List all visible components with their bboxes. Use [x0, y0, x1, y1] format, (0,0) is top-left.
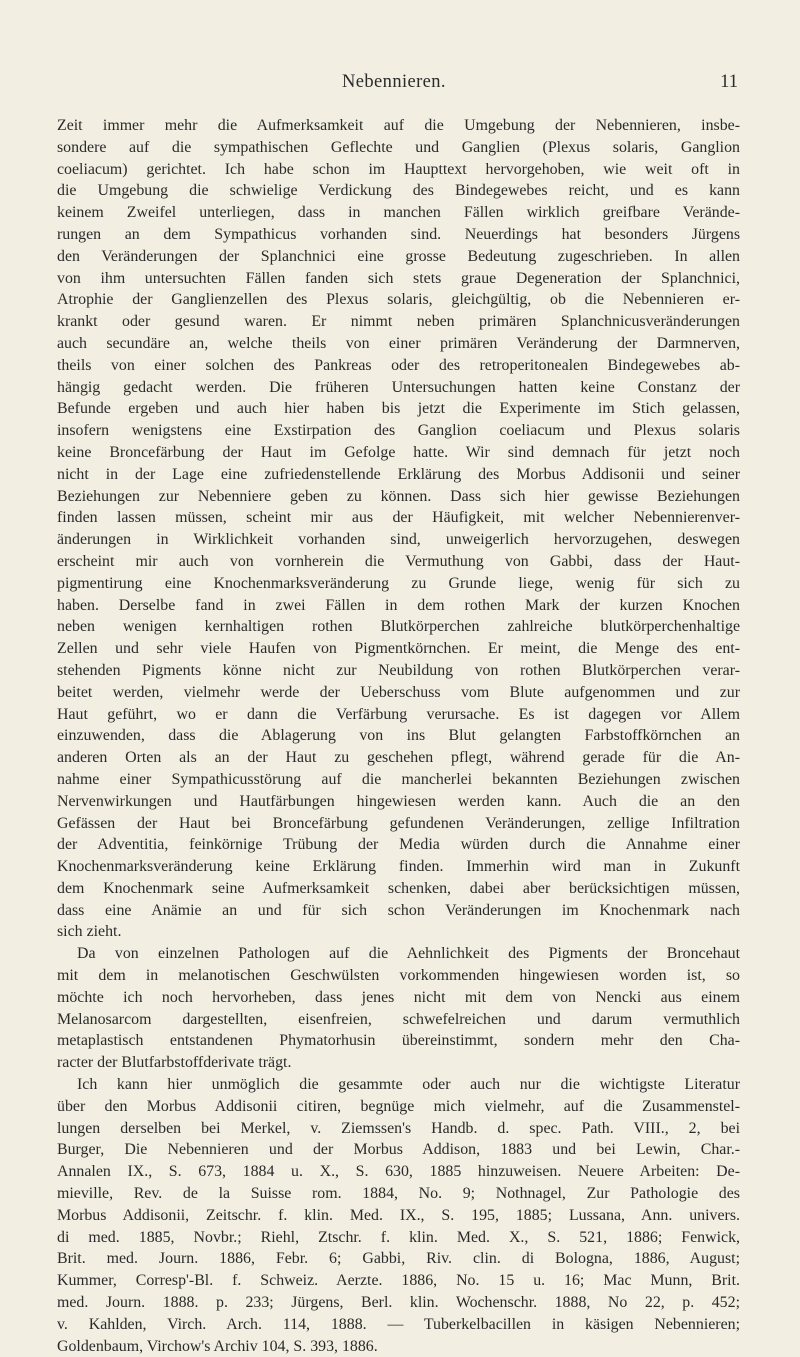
text-line: Atrophie der Ganglienzellen des Plexus solaris, gleichgültig, ob die Nebennieren er- [57, 291, 740, 309]
text-line: rungen an dem Sympathicus vorhanden sind. Neuerdings hat besonders Jürgens [57, 225, 740, 243]
text-line: sondere auf die sympathischen Geflechte und Ganglien (Plexus solaris, Ganglion [57, 138, 740, 156]
text-line: Morbus Addisonii, Zeitschr. f. klin. Med. IX., S. 195, 1885; Lussana, Ann. univers. [57, 1206, 740, 1224]
text-line: theils von einer solchen des Pankreas oder des retroperitonealen Bindegewebes ab- [57, 356, 740, 374]
text-line: Kummer, Corresp'-Bl. f. Schweiz. Aerzte. 1886, No. 15 u. 16; Mac Munn, Brit. [57, 1272, 740, 1290]
text-line: Burger, Die Nebennieren und der Morbus Addison, 1883 und bei Lewin, Char.- [57, 1141, 740, 1159]
text-line: dass eine Anämie an und für sich schon Veränderungen im Knochenmark nach [57, 901, 740, 919]
text-line: mit dem in melanotischen Geschwülsten vorkommenden hingewiesen worden ist, so [57, 967, 740, 985]
text-line: finden lassen müssen, scheint mir aus der Häufigkeit, mit welcher Nebennierenver- [57, 509, 740, 527]
text-line: neben wenigen kernhaltigen rothen Blutkörperchen zahlreiche blutkörperchenhaltige [57, 618, 740, 636]
text-line: von ihm untersuchten Fällen fanden sich stets graue Degeneration der Splanchnici, [57, 269, 740, 287]
text-line: Annalen IX., S. 673, 1884 u. X., S. 630, 1885 hinzuweisen. Neuere Arbeiten: De- [57, 1163, 740, 1181]
text-line: keine Broncefärbung der Haut im Gefolge hatte. Wir sind demnach für jetzt noch [57, 443, 740, 461]
text-line: erscheint mir auch von vornherein die Vermuthung von Gabbi, dass der Haut- [57, 552, 740, 570]
text-line: sich zieht. [57, 923, 122, 941]
text-line: v. Kahlden, Virch. Arch. 114, 1888. — Tuberkelbacillen in käsigen Nebennieren; [57, 1315, 740, 1333]
text-line: Zeit immer mehr die Aufmerksamkeit auf die Umgebung der Nebennieren, insbe- [57, 117, 740, 134]
text-line: pigmentirung eine Knochenmarksveränderung zu Grunde liege, wenig für sich zu [57, 574, 740, 592]
running-title: Nebennieren. [342, 72, 446, 92]
text-line: beitet werden, vielmehr werde der Ueberschuss vom Blute aufgenommen und zur [57, 683, 740, 701]
text-line: Befunde ergeben und auch hier haben bis jetzt die Experimente im Stich gelassen, [57, 400, 740, 418]
text-line: nicht in der Lage eine zufriedenstellende Erklärung des Morbus Addisonii und seiner [57, 465, 740, 483]
text-line: Goldenbaum, Virchow's Archiv 104, S. 393, 1886. [57, 1337, 378, 1355]
text-line: anderen Orten als an der Haut zu geschehen pflegt, während gerade für die An- [57, 749, 740, 767]
text-line: Zellen und sehr viele Haufen von Pigmentkörnchen. Er meint, die Menge des ent- [57, 640, 740, 658]
text-line: haben. Derselbe fand in zwei Fällen in dem rothen Mark der kurzen Knochen [57, 596, 740, 614]
text-line: krankt oder gesund waren. Er nimmt neben primären Splanchnicusveränderungen [57, 313, 740, 331]
text-line: metaplastisch entstandenen Phymatorhusin übereinstimmt, sondern mehr den Cha- [57, 1032, 740, 1050]
text-line: auch secundäre an, welche theils von einer primären Veränderung der Darmnerven, [57, 334, 740, 352]
text-line: hängig gedacht werden. Die früheren Untersuchungen hatten keine Constanz der [57, 378, 740, 396]
text-line: nahme einer Sympathicusstörung auf die mancherlei bekannten Beziehungen zwischen [57, 770, 740, 788]
text-line: Brit. med. Journ. 1886, Febr. 6; Gabbi, Riv. clin. di Bologna, 1886, August; [57, 1250, 740, 1268]
text-line: der Adventitia, feinkörnige Trübung der Media würden durch die Annahme einer [57, 836, 740, 854]
text-line: über den Morbus Addisonii citiren, begnüge mich vielmehr, auf die Zusammenstel- [57, 1097, 740, 1115]
text-line: die Umgebung die schwielige Verdickung des Bindegewebes reicht, und es kann [57, 182, 740, 200]
running-head [50, 70, 738, 94]
text-line: stehenden Pigments könne nicht zur Neubildung von rothen Blutkörperchen verar- [57, 661, 740, 679]
text-line: insofern wenigstens eine Exstirpation des Ganglion coeliacum und Plexus solaris [57, 422, 740, 440]
page-number: 11 [720, 72, 738, 92]
text-line: med. Journ. 1888. p. 233; Jürgens, Berl. klin. Wochenschr. 1888, No 22, p. 452; [57, 1294, 740, 1312]
text-line: di med. 1885, Novbr.; Riehl, Ztschr. f. klin. Med. X., S. 521, 1886; Fenwick, [57, 1228, 740, 1246]
text-line: Haut geführt, wo er dann die Verfärbung verursache. Es ist dagegen vor Allem [57, 705, 740, 723]
text-line: dem Knochenmark seine Aufmerksamkeit schenken, dabei aber berücksichtigen müssen, [57, 879, 740, 897]
text-line: Melanosarcom dargestellten, eisenfreien, schwefelreichen und darum vermuthlich [57, 1010, 740, 1028]
body-text [57, 115, 740, 1357]
text-line: keinem Zweifel unterliegen, dass in manchen Fällen wirklich greifbare Verände- [57, 204, 740, 222]
text-line: racter der Blutfarbstoffderivate trägt. [57, 1054, 292, 1072]
text-line: lungen derselben bei Merkel, v. Ziemssen's Handb. d. spec. Path. VIII., 2, bei [57, 1119, 740, 1137]
text-line: änderungen in Wirklichkeit vorhanden sind, unweigerlich hervorzugehen, deswegen [57, 531, 740, 549]
text-line: Beziehungen zur Nebenniere geben zu können. Dass sich hier gewisse Beziehungen [57, 487, 740, 505]
text-line: Nervenwirkungen und Hautfärbungen hingewiesen werden kann. Auch die an den [57, 792, 740, 810]
text-line: möchte ich noch hervorheben, dass jenes nicht mit dem von Nencki aus einem [57, 988, 740, 1006]
text-line: Gefässen der Haut bei Broncefärbung gefundenen Veränderungen, zellige Infiltration [57, 814, 740, 832]
text-line: einzuwenden, dass die Ablagerung von ins Blut gelangten Farbstoffkörnchen an [57, 727, 740, 745]
text-line: coeliacum) gerichtet. Ich habe schon im Haupttext hervorgehoben, wie weit oft in [57, 160, 740, 178]
text-line: den Veränderungen der Splanchnici eine grosse Bedeutung zugeschrieben. In allen [57, 247, 740, 265]
text-line: Ich kann hier unmöglich die gesammte oder auch nur die wichtigste Literatur [77, 1076, 740, 1094]
text-line: Da von einzelnen Pathologen auf die Aehnlichkeit des Pigments der Broncehaut [77, 945, 740, 963]
text-line: mieville, Rev. de la Suisse rom. 1884, No. 9; Nothnagel, Zur Pathologie des [57, 1185, 740, 1203]
text-line: Knochenmarksveränderung keine Erklärung finden. Immerhin wird man in Zukunft [57, 858, 740, 876]
